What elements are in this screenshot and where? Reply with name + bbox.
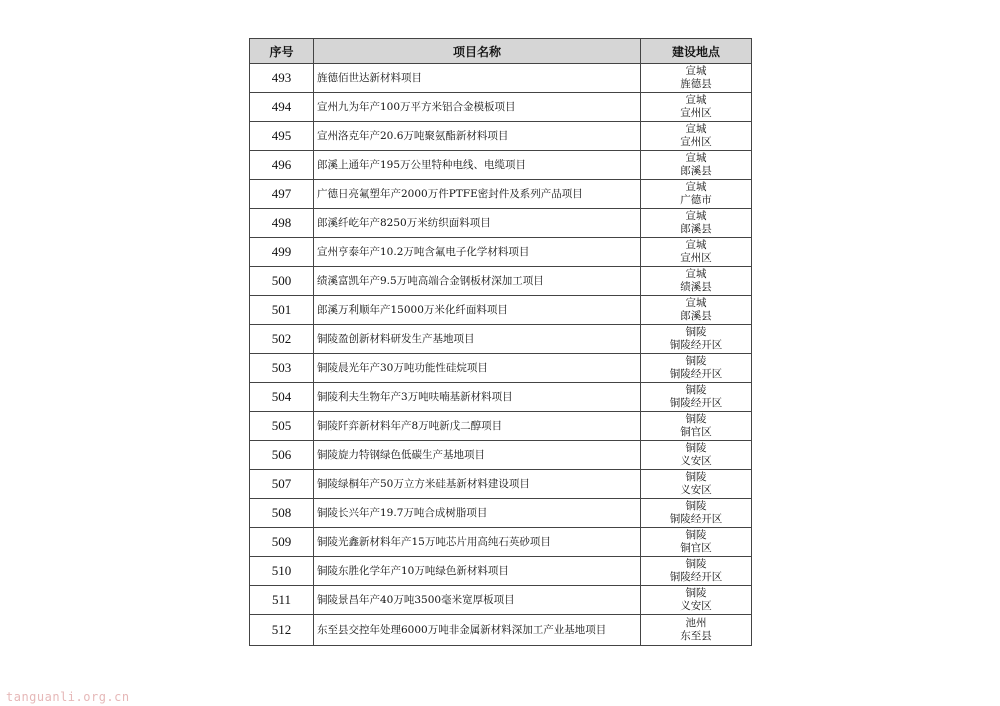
location-district: 铜陵经开区 bbox=[669, 397, 723, 409]
location-district: 宣州区 bbox=[680, 107, 712, 119]
location-city: 铜陵 bbox=[685, 384, 707, 396]
project-name: 绩溪富凯年产9.5万吨高端合金钢板材深加工项目 bbox=[314, 267, 641, 296]
location-city: 宣城 bbox=[685, 268, 707, 280]
project-name: 东至县交控年处理6000万吨非金属新材料深加工产业基地项目 bbox=[314, 615, 641, 646]
location-district: 宣州区 bbox=[680, 136, 712, 148]
table-row bbox=[250, 586, 752, 615]
location-city: 铜陵 bbox=[685, 326, 707, 338]
location-district: 旌德县 bbox=[680, 78, 712, 90]
project-location bbox=[641, 412, 752, 441]
project-name: 宣州亨泰年产10.2万吨含氟电子化学材料项目 bbox=[314, 238, 641, 267]
table-row bbox=[250, 557, 752, 586]
location-district: 铜陵经开区 bbox=[669, 513, 723, 525]
project-location bbox=[641, 325, 752, 354]
project-location bbox=[641, 209, 752, 238]
row-number: 512 bbox=[250, 615, 314, 646]
table-row bbox=[250, 615, 752, 646]
project-location bbox=[641, 470, 752, 499]
row-number: 503 bbox=[250, 354, 314, 383]
project-name: 铜陵东胜化学年产10万吨绿色新材料项目 bbox=[314, 557, 641, 586]
row-number: 497 bbox=[250, 180, 314, 209]
row-number: 507 bbox=[250, 470, 314, 499]
row-number: 501 bbox=[250, 296, 314, 325]
location-city: 池州 bbox=[685, 617, 707, 629]
project-name: 铜陵长兴年产19.7万吨合成树脂项目 bbox=[314, 499, 641, 528]
project-name: 郎溪万利顺年产15000万米化纤面料项目 bbox=[314, 296, 641, 325]
project-name: 铜陵利夫生物年产3万吨呋喃基新材料项目 bbox=[314, 383, 641, 412]
row-number: 506 bbox=[250, 441, 314, 470]
projects-table bbox=[249, 38, 752, 646]
header-num: 序号 bbox=[250, 39, 314, 64]
table-row bbox=[250, 64, 752, 93]
row-number: 496 bbox=[250, 151, 314, 180]
project-name: 宣州洛克年产20.6万吨聚氨酯新材料项目 bbox=[314, 122, 641, 151]
table-row bbox=[250, 238, 752, 267]
row-number: 504 bbox=[250, 383, 314, 412]
project-name: 铜陵绿桐年产50万立方米硅基新材料建设项目 bbox=[314, 470, 641, 499]
location-city: 宣城 bbox=[685, 123, 707, 135]
project-name: 郎溪纤屹年产8250万米纺织面料项目 bbox=[314, 209, 641, 238]
location-district: 东至县 bbox=[680, 630, 712, 642]
location-city: 铜陵 bbox=[685, 442, 707, 454]
row-number: 495 bbox=[250, 122, 314, 151]
project-name: 铜陵景昌年产40万吨3500毫米宽厚板项目 bbox=[314, 586, 641, 615]
project-location bbox=[641, 180, 752, 209]
project-name: 铜陵光鑫新材料年产15万吨芯片用高纯石英砂项目 bbox=[314, 528, 641, 557]
location-district: 铜陵经开区 bbox=[669, 571, 723, 583]
location-city: 宣城 bbox=[685, 239, 707, 251]
table-row bbox=[250, 499, 752, 528]
location-district: 义安区 bbox=[680, 484, 712, 496]
project-location bbox=[641, 383, 752, 412]
project-name: 铜陵阡弈新材料年产8万吨新戊二醇项目 bbox=[314, 412, 641, 441]
row-number: 493 bbox=[250, 64, 314, 93]
project-location bbox=[641, 64, 752, 93]
table-row bbox=[250, 528, 752, 557]
location-city: 铜陵 bbox=[685, 355, 707, 367]
table-body bbox=[250, 64, 752, 646]
table-row bbox=[250, 93, 752, 122]
location-district: 绩溪县 bbox=[680, 281, 712, 293]
document-page bbox=[249, 38, 751, 646]
location-district: 义安区 bbox=[680, 455, 712, 467]
location-city: 铜陵 bbox=[685, 587, 707, 599]
table-row bbox=[250, 470, 752, 499]
project-location bbox=[641, 238, 752, 267]
location-city: 铜陵 bbox=[685, 471, 707, 483]
location-district: 铜官区 bbox=[680, 426, 712, 438]
location-district: 郎溪县 bbox=[680, 223, 712, 235]
row-number: 500 bbox=[250, 267, 314, 296]
project-name: 旌德佰世达新材料项目 bbox=[314, 64, 641, 93]
row-number: 508 bbox=[250, 499, 314, 528]
location-city: 宣城 bbox=[685, 181, 707, 193]
project-location bbox=[641, 267, 752, 296]
location-district: 铜官区 bbox=[680, 542, 712, 554]
row-number: 499 bbox=[250, 238, 314, 267]
project-name: 广德日亮氟塑年产2000万件PTFE密封件及系列产品项目 bbox=[314, 180, 641, 209]
project-name: 郎溪上通年产195万公里特种电线、电缆项目 bbox=[314, 151, 641, 180]
project-location bbox=[641, 296, 752, 325]
project-name: 铜陵盈创新材料研发生产基地项目 bbox=[314, 325, 641, 354]
row-number: 494 bbox=[250, 93, 314, 122]
location-city: 宣城 bbox=[685, 94, 707, 106]
row-number: 509 bbox=[250, 528, 314, 557]
table-row bbox=[250, 296, 752, 325]
location-district: 郎溪县 bbox=[680, 310, 712, 322]
table-row bbox=[250, 122, 752, 151]
row-number: 502 bbox=[250, 325, 314, 354]
project-location bbox=[641, 557, 752, 586]
project-location bbox=[641, 441, 752, 470]
table-row bbox=[250, 325, 752, 354]
location-city: 铜陵 bbox=[685, 558, 707, 570]
location-district: 铜陵经开区 bbox=[669, 368, 723, 380]
project-location bbox=[641, 586, 752, 615]
row-number: 498 bbox=[250, 209, 314, 238]
location-district: 郎溪县 bbox=[680, 165, 712, 177]
project-location bbox=[641, 354, 752, 383]
project-location bbox=[641, 528, 752, 557]
header-location: 建设地点 bbox=[641, 39, 752, 64]
table-row bbox=[250, 180, 752, 209]
table-row bbox=[250, 209, 752, 238]
project-name: 铜陵旋力特钢绿色低碳生产基地项目 bbox=[314, 441, 641, 470]
site-watermark: tanguanli.org.cn bbox=[6, 690, 130, 704]
location-city: 铜陵 bbox=[685, 413, 707, 425]
project-name: 宣州九为年产100万平方米铝合金模板项目 bbox=[314, 93, 641, 122]
location-district: 铜陵经开区 bbox=[669, 339, 723, 351]
header-name: 项目名称 bbox=[314, 39, 641, 64]
table-row bbox=[250, 441, 752, 470]
project-location bbox=[641, 499, 752, 528]
project-location bbox=[641, 615, 752, 646]
table-row bbox=[250, 383, 752, 412]
project-location bbox=[641, 122, 752, 151]
location-city: 宣城 bbox=[685, 297, 707, 309]
location-district: 广德市 bbox=[680, 194, 712, 206]
table-header-row bbox=[250, 39, 752, 64]
location-district: 宣州区 bbox=[680, 252, 712, 264]
location-city: 铜陵 bbox=[685, 529, 707, 541]
location-city: 宣城 bbox=[685, 65, 707, 77]
location-city: 宣城 bbox=[685, 152, 707, 164]
row-number: 510 bbox=[250, 557, 314, 586]
project-location bbox=[641, 93, 752, 122]
table-row bbox=[250, 151, 752, 180]
row-number: 505 bbox=[250, 412, 314, 441]
project-name: 铜陵晨光年产30万吨功能性硅烷项目 bbox=[314, 354, 641, 383]
table-row bbox=[250, 267, 752, 296]
location-city: 宣城 bbox=[685, 210, 707, 222]
table-row bbox=[250, 354, 752, 383]
location-city: 铜陵 bbox=[685, 500, 707, 512]
project-location bbox=[641, 151, 752, 180]
table-row bbox=[250, 412, 752, 441]
location-district: 义安区 bbox=[680, 600, 712, 612]
row-number: 511 bbox=[250, 586, 314, 615]
